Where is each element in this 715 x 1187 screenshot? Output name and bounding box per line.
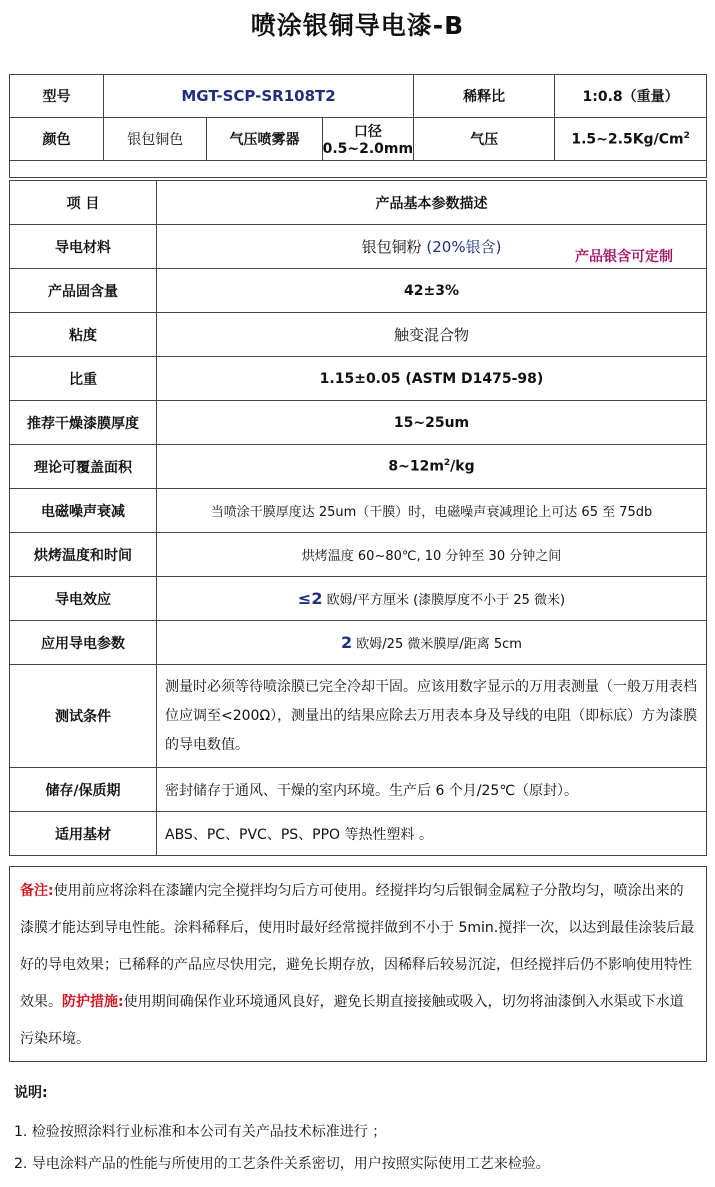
value-tail: /kg bbox=[450, 458, 475, 475]
row-value bbox=[157, 577, 707, 621]
row-value: 触变混合物 bbox=[157, 313, 707, 357]
row-value: 当喷涂干膜厚度达 25um（干膜）时，电磁噪声衰减理论上可达 65 至 75db bbox=[157, 489, 707, 533]
value-text: 银包铜粉 bbox=[361, 238, 422, 256]
ratio-value: 1:0.8（重量） bbox=[555, 75, 707, 118]
row-value: 密封储存于通风、干燥的室内环境。生产后 6 个月/25℃（原封）。 bbox=[157, 768, 707, 812]
protect-label: 防护措施: bbox=[62, 994, 124, 1010]
row-value: 1.15±0.05 (ASTM D1475-98) bbox=[157, 357, 707, 401]
row-label: 理论可覆盖面积 bbox=[10, 445, 157, 489]
params-table bbox=[9, 180, 707, 856]
row-label: 适用基材 bbox=[10, 812, 157, 856]
ratio-label: 稀释比 bbox=[414, 75, 555, 118]
pressure-cell bbox=[555, 118, 707, 161]
custom-silver-note: 产品银含可定制 bbox=[575, 249, 673, 265]
value-sup: 2 bbox=[443, 458, 451, 469]
note-box bbox=[9, 866, 707, 1062]
row-label: 测试条件 bbox=[10, 665, 157, 768]
color-label: 颜色 bbox=[10, 118, 104, 161]
row-label: 储存/保质期 bbox=[10, 768, 157, 812]
caliber-label: 口径 bbox=[353, 124, 382, 140]
row-label: 粘度 bbox=[10, 313, 157, 357]
caliber-value: 0.5~2.0mm bbox=[322, 141, 414, 157]
row-value: 测量时必须等待喷涂膜已完全冷却干固。应该用数字显示的万用表测量（一般万用表档位应调至<200Ω），测量出的结果应除去万用表本身及导线的电阻（即标底）方为漆膜的导电数值。 bbox=[157, 665, 707, 768]
row-label: 推荐干燥漆膜厚度 bbox=[10, 401, 157, 445]
note-text: 使用前应将涂料在漆罐内完全搅拌均匀后方可使用。经搅拌均匀后银铜金属粒子分散均匀，喷涂出来的漆膜才能达到导电性能。涂料稀释后，使用时最好经常搅拌做到不小于 5min.搅拌一次，以达到最佳涂装后最好的导电效果；已稀释的产品应尽快用完，避免长期存放，因稀释后较易沉淀，但经搅拌后仍不影响使用特性效果。 bbox=[20, 883, 695, 1010]
row-value: ABS、PC、PVC、PS、PPO 等热性塑料 。 bbox=[157, 812, 707, 856]
protect-text: 使用期间确保作业环境通风良好，避免长期直接接触或吸入，切勿将油漆倒入水渠或下水道污染环境。 bbox=[20, 994, 684, 1047]
row-value bbox=[157, 445, 707, 489]
spec-header-table bbox=[9, 74, 707, 178]
value-strong: ≤2 bbox=[297, 589, 323, 608]
col-item-header: 项 目 bbox=[10, 181, 157, 225]
tool-label: 气压喷雾器 bbox=[207, 118, 322, 161]
explain-item: 2. 导电涂料产品的性能与所使用的工艺条件关系密切，用户按照实际使用工艺来检验。 bbox=[14, 1156, 550, 1172]
col-desc-header: 产品基本参数描述 bbox=[157, 181, 707, 225]
pressure-value: 1.5~2.5Kg/Cm bbox=[571, 131, 684, 148]
model-label: 型号 bbox=[10, 75, 104, 118]
row-label: 烘烤温度和时间 bbox=[10, 533, 157, 577]
value-extra: (20%银含) bbox=[426, 238, 502, 256]
pressure-label: 气压 bbox=[414, 118, 555, 161]
row-label: 应用导电参数 bbox=[10, 621, 157, 665]
row-label: 导电效应 bbox=[10, 577, 157, 621]
note-label: 备注: bbox=[20, 883, 54, 899]
value-text: 欧姆/平方厘米 (漆膜厚度不小于 25 微米) bbox=[322, 593, 566, 608]
page-title: 喷涂银铜导电漆-B bbox=[250, 11, 465, 40]
value-strong: 2 bbox=[341, 633, 353, 652]
value-text: 欧姆/25 微米膜厚/距离 5cm bbox=[352, 637, 522, 652]
row-label: 产品固含量 bbox=[10, 269, 157, 313]
row-value: 42±3% bbox=[157, 269, 707, 313]
row-value: 15~25um bbox=[157, 401, 707, 445]
caliber-cell bbox=[322, 118, 414, 161]
row-label: 电磁噪声衰减 bbox=[10, 489, 157, 533]
row-value bbox=[157, 621, 707, 665]
pressure-sup: 2 bbox=[683, 130, 690, 141]
spacer-row bbox=[10, 161, 707, 178]
row-value: 烘烤温度 60~80℃, 10 分钟至 30 分钟之间 bbox=[157, 533, 707, 577]
explain-item: 1. 检验按照涂料行业标准和本公司有关产品技术标准进行 ； bbox=[14, 1124, 387, 1140]
explain-label: 说明: bbox=[14, 1085, 48, 1101]
model-value: MGT-SCP-SR108T2 bbox=[103, 75, 413, 118]
color-value: 银包铜色 bbox=[103, 118, 207, 161]
row-label: 导电材料 bbox=[10, 225, 157, 269]
value-text: 8~12m bbox=[388, 458, 444, 475]
row-label: 比重 bbox=[10, 357, 157, 401]
